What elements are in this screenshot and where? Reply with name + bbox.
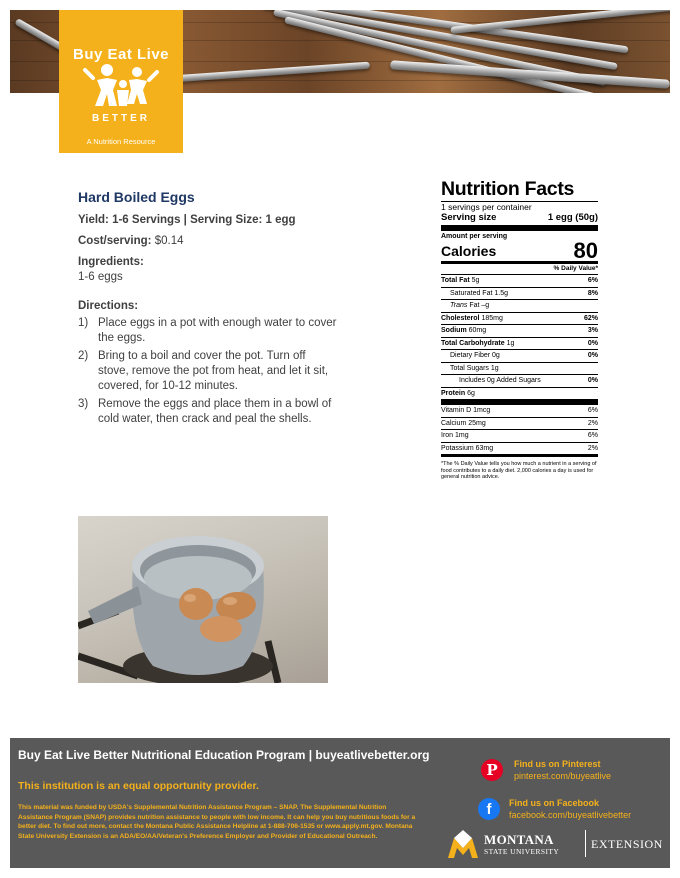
- serving-size-value: 1 egg (50g): [547, 212, 598, 223]
- msu-name: MONTANA: [484, 832, 554, 847]
- nutrient-dv: 6%: [587, 407, 598, 414]
- msu-subtitle: STATE UNIVERSITY: [484, 847, 560, 856]
- nutrient-amount: 5g: [471, 277, 480, 284]
- nutrient-amount: 6g: [467, 389, 475, 397]
- recipe-title: Hard Boiled Eggs: [78, 189, 195, 205]
- msu-divider: [585, 830, 586, 857]
- nutrient-label: Cholesterol: [441, 314, 480, 322]
- nutrient-label: Total Fat: [441, 277, 470, 284]
- directions-label: Directions:: [78, 300, 139, 312]
- equal-opportunity-statement: This institution is an equal opportunity provider.: [18, 780, 259, 792]
- calories-row: [441, 238, 598, 264]
- buy-eat-live-better-logo: [59, 10, 183, 153]
- step-text: Place eggs in a pot with enough water to cover the eggs.: [98, 317, 337, 344]
- nutrient-dv: 3%: [587, 327, 598, 334]
- nutrient-label: Saturated Fat: [450, 289, 493, 297]
- nutrient-amount: 1g: [490, 364, 499, 372]
- nutrient-dv: 0%: [587, 352, 598, 359]
- nutrient-row-trans-fat: [441, 300, 598, 313]
- ingredient-item: 1-6 eggs: [78, 271, 123, 283]
- cost-label: Cost/serving:: [78, 235, 152, 247]
- serving-size-label: Serving size: [441, 212, 497, 223]
- serving-size-row: [441, 212, 598, 231]
- nutrient-row-protein: [441, 388, 598, 406]
- pinterest-label: Find us on Pinterest: [514, 759, 601, 769]
- step-text: Remove the eggs and place them in a bowl of cold water, then crack and peal the shells.: [98, 398, 332, 425]
- amount-per-serving: Amount per serving: [441, 233, 508, 240]
- nutrient-label: Includes 0g Added Sugars: [459, 377, 541, 384]
- nutrient-row-potassium: [441, 443, 598, 458]
- nutrient-label: Total Sugars: [450, 364, 489, 372]
- nutrient-label: Protein: [441, 389, 466, 397]
- nutrient-dv: 62%: [583, 314, 598, 322]
- daily-value-header: % Daily Value*: [441, 264, 598, 275]
- nutrient-row-saturated-fat: [441, 288, 598, 301]
- logo-tagline: A Nutrition Resource: [86, 137, 156, 146]
- step-number: 2): [78, 350, 89, 362]
- recipe-yield: Yield: 1-6 Servings | Serving Size: 1 egg: [78, 214, 296, 226]
- facebook-link[interactable]: [509, 797, 631, 821]
- nutrient-dv: 2%: [587, 444, 598, 452]
- nutrient-amount: 60mg: [468, 327, 487, 334]
- nutrition-footnote: *The % Daily Value tells you how much a nutrient in a serving of food contributes to a daily diet. 2,000 calories a day is used for general nutrition advice.: [441, 461, 597, 480]
- nutrient-amount: 0g: [492, 352, 500, 359]
- nutrient-row-sodium: [441, 325, 598, 338]
- recipe-section: [78, 190, 338, 430]
- nutrient-label: Calcium 25mg: [441, 419, 486, 427]
- calories-value: 80: [573, 238, 598, 263]
- recipe-cost: [78, 234, 338, 249]
- nutrient-label: Dietary Fiber: [450, 352, 491, 359]
- nutrient-row-vitamin-d: [441, 405, 598, 418]
- logo-title: Buy Eat Live: [72, 46, 170, 63]
- msu-extension-label: EXTENSION: [591, 837, 663, 851]
- funding-disclaimer: This material was funded by USDA's Supplemental Nutrition Assistance Program – SNAP. The Supplemental Nutrition Assistance Program (SNAP) provides nutrition assistance to people with low income. It can help you buy nutritious foods for a better diet. To find out more, contact the Montana Public Assistance Helpline at 1-888-706-1535 or www.apply.mt.gov. Montana State University Extension is an ADA/EO/AA/Veteran's Preference Employer and Provider of Educational Outreach.: [18, 804, 416, 840]
- step-number: 3): [78, 398, 89, 410]
- nutrient-row-total-carbohydrate: [441, 338, 598, 351]
- nutrition-title: Nutrition Facts: [441, 178, 598, 202]
- nutrient-label: Total Carbohydrate: [441, 339, 505, 347]
- pinterest-link[interactable]: [514, 758, 611, 782]
- ingredients-label: Ingredients:: [78, 256, 144, 268]
- step-number: 1): [78, 317, 89, 329]
- nutrient-amount: 1g: [506, 339, 515, 347]
- nutrient-dv: 0%: [587, 377, 598, 384]
- nutrient-label: Vitamin D 1mcg: [441, 407, 491, 414]
- footer: [10, 738, 670, 868]
- nutrient-row-dietary-fiber: [441, 350, 598, 363]
- logo-subtitle: BETTER: [92, 113, 150, 124]
- nutrient-label: Potassium 63mg: [441, 444, 494, 452]
- nutrient-dv: 0%: [587, 339, 598, 347]
- nutrient-row-added-sugars: [441, 375, 598, 388]
- nutrient-row-calcium: [441, 418, 598, 431]
- nutrient-dv: 8%: [587, 289, 598, 297]
- nutrient-dv: 2%: [587, 419, 598, 427]
- nutrient-row-total-sugars: [441, 363, 598, 376]
- eggs-pot-illustration: [78, 516, 328, 683]
- facebook-icon[interactable]: f: [478, 798, 500, 820]
- directions-list: [78, 316, 338, 427]
- nutrient-dv: 6%: [587, 277, 598, 284]
- servings-per-container: 1 servings per container: [441, 202, 532, 212]
- nutrient-amount: Fat –g: [467, 302, 490, 309]
- calories-label: Calories: [441, 243, 497, 259]
- step-text: Bring to a boil and cover the pot. Turn off stove, remove the pot from heat, and let it sit, covered, for 10-12 minutes.: [98, 350, 329, 392]
- footer-heading: Buy Eat Live Better Nutritional Education Program | buyeatlivebetter.org: [18, 748, 430, 762]
- pinterest-icon[interactable]: P: [481, 759, 503, 781]
- nutrient-amount: 185mg: [481, 314, 503, 322]
- nutrient-row-iron: [441, 430, 598, 443]
- people-icon: [59, 10, 183, 153]
- pinterest-url[interactable]: pinterest.com/buyeatlive: [514, 771, 612, 781]
- nutrient-label: Trans: [450, 302, 468, 309]
- direction-step: [78, 349, 338, 394]
- nutrient-label: Iron 1mg: [441, 432, 469, 439]
- nutrient-amount: 1.5g: [494, 289, 508, 297]
- msu-extension-logo: [448, 828, 663, 860]
- direction-step: [78, 316, 338, 346]
- direction-step: [78, 397, 338, 427]
- cost-value: $0.14: [154, 235, 184, 247]
- eggs-in-pot-photo: [78, 516, 328, 683]
- nutrition-facts-label: [441, 178, 598, 481]
- nutrient-row-total-fat: [441, 275, 598, 288]
- nutrient-label: Sodium: [441, 327, 467, 334]
- facebook-url[interactable]: facebook.com/buyeatlivebetter: [509, 810, 632, 820]
- msu-m-icon: [448, 830, 478, 858]
- nutrient-dv: 6%: [587, 432, 598, 439]
- facebook-label: Find us on Facebook: [509, 798, 600, 808]
- nutrient-row-cholesterol: [441, 313, 598, 326]
